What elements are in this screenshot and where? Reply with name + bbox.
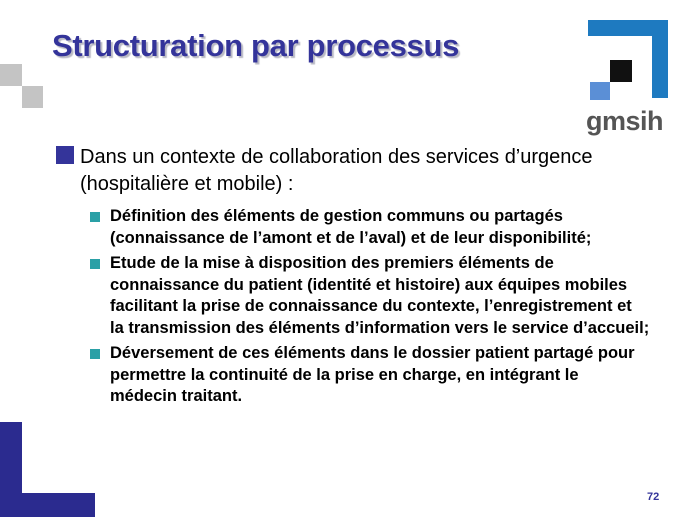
sub-bullet-list	[90, 206, 650, 412]
corner-accent-horizontal	[0, 493, 95, 517]
sub-bullet-item	[90, 206, 650, 249]
sub-bullet-text: Etude de la mise à disposition des premiers éléments de connaissance du patient (identité et histoire) aux équipes mobiles facilitant la prise de connaissance du contexte, l’enregistrement et la transmission des éléments d’information vers le service d’accueil;	[110, 254, 650, 337]
page-number: 72	[647, 491, 660, 503]
sub-bullet-marker	[90, 259, 100, 269]
decorative-square-bottom	[22, 86, 43, 108]
sub-bullet-item	[90, 343, 650, 408]
sub-bullet-text: Définition des éléments de gestion communs ou partagés (connaissance de l’amont et de l’aval) et de leur disponibilité;	[110, 207, 592, 247]
sub-bullet-marker	[90, 212, 100, 222]
decorative-square-top	[0, 64, 22, 86]
main-bullet-marker	[56, 146, 74, 164]
logo-wordmark: gmsih	[586, 106, 664, 136]
slide-title: Structuration par processus	[52, 28, 460, 63]
sub-bullet-marker	[90, 349, 100, 359]
sub-bullet-text: Déversement de ces éléments dans le dossier patient partagé pour permettre la continuité de la prise en charge, en intégrant le médecin traitant.	[110, 344, 635, 405]
sub-bullet-item	[90, 253, 650, 339]
main-bullet-text: Dans un contexte de collaboration des services d’urgence (hospitalière et mobile) :	[80, 146, 593, 195]
